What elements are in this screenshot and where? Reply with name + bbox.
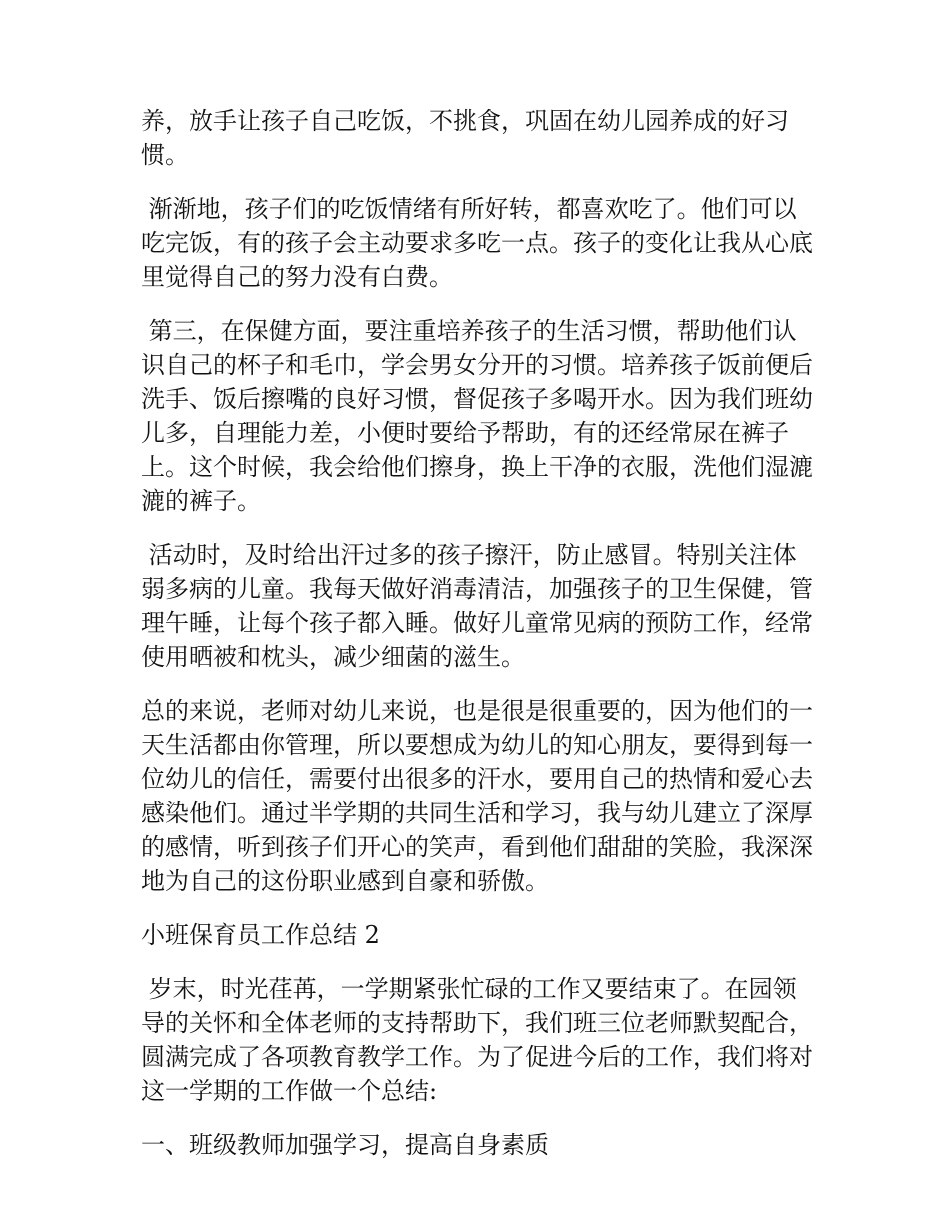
document-body bbox=[141, 104, 817, 1182]
paragraph-3: 第三，在保健方面，要注重培养孩子的生活习惯，帮助他们认识自己的杯子和毛巾，学会男女分开的习惯。培养孩子饭前便后洗手、饭后擦嘴的良好习惯，督促孩子多喝开水。因为我们班幼儿多，自理能力差，小便时要给予帮助，有的还经常尿在裤子上。这个时候，我会给他们擦身，换上干净的衣服，洗他们湿漉漉的裤子。 bbox=[141, 317, 813, 515]
paragraph-1: 养，放手让孩子自己吃饭，不挑食，巩固在幼儿园养成的好习惯。 bbox=[141, 107, 789, 169]
paragraph-2: 渐渐地，孩子们的吃饭情绪有所好转，都喜欢吃了。他们可以吃完饭，有的孩子会主动要求多吃一点。孩子的变化让我从心底里觉得自己的努力没有白费。 bbox=[141, 195, 813, 291]
paragraph-6: 岁末，时光荏苒，一学期紧张忙碌的工作又要结束了。在园领导的关怀和全体老师的支持帮助下，我们班三位老师默契配合，圆满完成了各项教育教学工作。为了促进今后的工作，我们将对这一学期的工作做一个总结: bbox=[141, 975, 813, 1105]
paragraph-5: 总的来说，老师对幼儿来说，也是很是很重要的，因为他们的一天生活都由你管理，所以要想成为幼儿的知心朋友，要得到每一位幼儿的信任，需要付出很多的汗水，要用自己的热情和爱心去感染他们。通过半学期的共同生活和学习，我与幼儿建立了深厚的感情，听到孩子们开心的笑声，看到他们甜甜的笑脸，我深深地为自己的这份职业感到自豪和骄傲。 bbox=[141, 697, 813, 895]
section-title: 小班保育员工作总结 2 bbox=[141, 921, 380, 949]
paragraph-4: 活动时，及时给出汗过多的孩子擦汗，防止感冒。特别关注体弱多病的儿童。我每天做好消毒清洁，加强孩子的卫生保健，管理午睡，让每个孩子都入睡。做好儿童常见病的预防工作，经常使用晒被和枕头，减少细菌的滋生。 bbox=[141, 541, 813, 671]
subheading: 一、班级教师加强学习，提高自身素质 bbox=[141, 1131, 549, 1159]
